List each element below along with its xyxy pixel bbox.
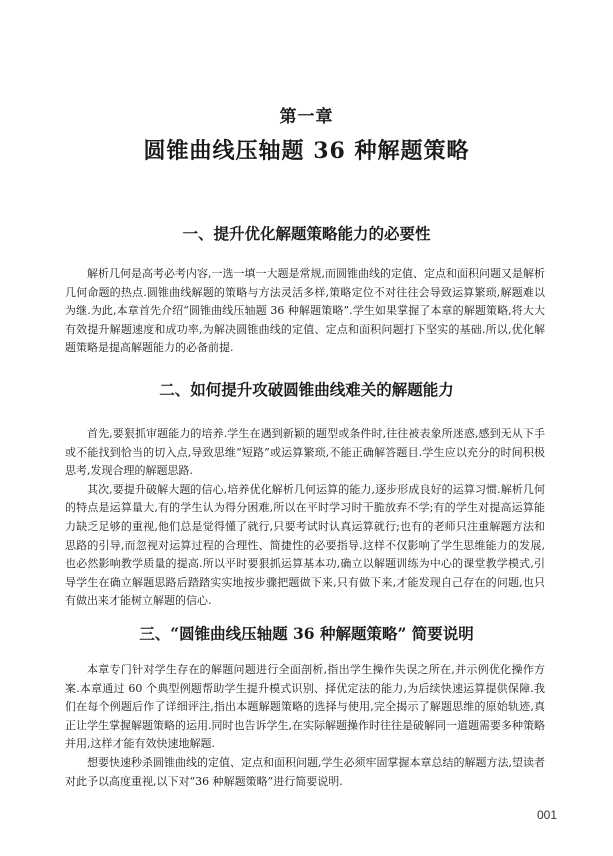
chapter-label: 第一章 [279, 107, 334, 127]
section-3-paragraph-1: 本章专门针对学生存在的解题问题进行全面剖析,指出学生操作失误之所在,并示例优化操作方案.本章通过 60 个典型例题帮助学生提升模式识别、择优定法的能力,为后续快速运算提供保障.我们在每个例题后作了详细评注,指出本题解题策略的选择与使用,完全揭示了解题思维的原始轨迹,真正让学生掌握解题策略的运用.同时也告诉学生,在实际解题操作时往往是破解同一道题需要多种策略并用,这样才能有效快速地解题. [65, 663, 545, 751]
section-2-heading: 二、如何提升攻破圆锥曲线难关的解题能力 [159, 380, 454, 399]
section-1-paragraph-1: 解析几何是高考必考内容,一选一填一大题是常规,而圆锥曲线的定值、定点和面积问题又是解析几何命题的热点.圆锥曲线解题的策略与方法灵活多样,策略定位不对往往会导致运算繁琐,解题难以为继.为此,本章首先介绍“圆锥曲线压轴题 36 种解题策略”.学生如果掌握了本章的解题策略,将大大有效提升解题速度和成功率,为解决圆锥曲线的定值、定点和面积问题打下坚实的基础.所以,优化解题策略是提高解题能力的必备前提. [65, 267, 545, 355]
section-2-body [65, 425, 545, 611]
chapter-title: 圆锥曲线压轴题 36 种解题策略 [143, 138, 470, 164]
page-number: 001 [536, 808, 557, 822]
section-1-heading: 一、提升优化解题策略能力的必要性 [182, 224, 431, 243]
section-2-paragraph-1: 首先,要狠抓审题能力的培养.学生在遇到新颖的题型或条件时,往往被表象所迷惑,感到无从下手或不能找到恰当的切入点,导致思维“短路”或运算繁琐,不能正确解答题目.学生应以充分的时间积极思考,发现合理的解题思路. [65, 427, 545, 478]
section-1-body [65, 265, 545, 358]
section-2-paragraph-2: 其次,要提升破解大题的信心,培养优化解析几何运算的能力,逐步形成良好的运算习惯.解析几何的特点是运算量大,有的学生认为得分困难,所以在平时学习时干脆放弃不学;有的学生对提高运算能力缺乏足够的重视,他们总是觉得懂了就行,只要考试时认真运算就行;也有的老师只注重解题方法和思路的引导,而忽视对运算过程的合理性、简捷性的必要指导.这样不仅影响了学生思维能力的发展,也必然影响教学质量的提高.所以平时要狠抓运算基本功,确立以解题训练为中心的课堂教学模式,引导学生在确立解题思路后踏踏实实地按步骤把题做下来,只有做下来,才能发现自己存在的问题,也只有做出来才能树立解题的信心. [65, 482, 545, 608]
section-3-body [65, 661, 545, 791]
section-3-paragraph-2: 想要快速秒杀圆锥曲线的定值、定点和面积问题,学生必须牢固掌握本章总结的解题方法,望读者对此予以高度重视,以下对“36 种解题策略”进行简要说明. [65, 755, 545, 788]
section-3-heading: 三、“圆锥曲线压轴题 36 种解题策略” 简要说明 [139, 624, 474, 643]
